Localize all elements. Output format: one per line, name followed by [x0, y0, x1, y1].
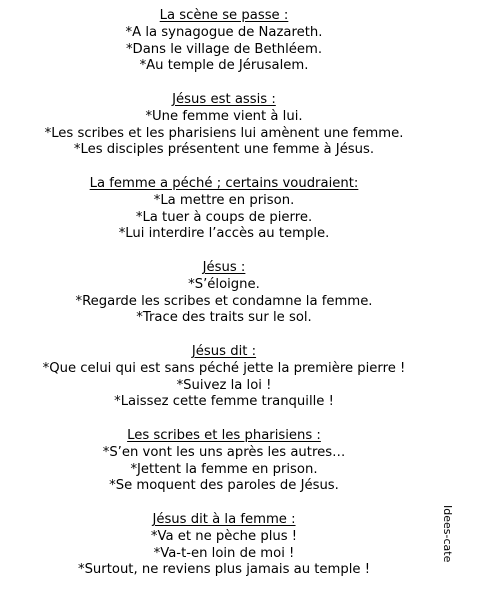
- section-heading: La femme a péché ; certains voudraient:: [89, 175, 359, 191]
- answer-option: *Les disciples présentent une femme à Jésus.: [73, 142, 375, 158]
- answer-option: *Dans le village de Bethléem.: [125, 41, 323, 57]
- section-scribes-pharisiens: [0, 428, 448, 495]
- section-femme-peche: [0, 176, 448, 243]
- section-heading: Jésus dit :: [191, 343, 257, 359]
- answer-option: *Une femme vient à lui.: [145, 108, 303, 124]
- answer-option: *Va et ne pèche plus !: [150, 528, 298, 544]
- section-scene: [0, 8, 448, 75]
- answer-option: *Les scribes et les pharisiens lui amènent une femme.: [44, 125, 404, 141]
- answer-option: *Trace des traits sur le sol.: [136, 310, 312, 326]
- section-jesus-dit: [0, 344, 448, 411]
- section-heading: La scène se passe :: [159, 8, 289, 23]
- answer-option: *Lui interdire l’accès au temple.: [118, 226, 330, 242]
- answer-option: *Jettent la femme en prison.: [130, 461, 318, 477]
- section-heading: Jésus :: [202, 259, 246, 275]
- section-heading: Jésus est assis :: [172, 91, 276, 107]
- answer-option: *Suivez la loi !: [176, 377, 272, 393]
- answer-option: *Surtout, ne reviens plus jamais au temple !: [77, 562, 371, 578]
- answer-option: *Regarde les scribes et condamne la femme.: [75, 293, 373, 309]
- answer-option: *S’en vont les uns après les autres…: [102, 444, 346, 460]
- section-jesus: [0, 260, 448, 327]
- section-jesus-assis: [0, 92, 448, 159]
- answer-option: *Se moquent des paroles de Jésus.: [109, 478, 339, 494]
- answer-option: *Laissez cette femme tranquille !: [114, 394, 334, 410]
- answer-option: *La mettre en prison.: [153, 192, 295, 208]
- answer-option: *A la synagogue de Nazareth.: [125, 24, 323, 40]
- answer-option: *Que celui qui est sans péché jette la première pierre !: [42, 360, 406, 376]
- watermark: Idees-cate: [441, 505, 454, 563]
- document-body: [0, 8, 448, 579]
- answer-option: *Au temple de Jérusalem.: [139, 58, 309, 74]
- answer-option: *S’éloigne.: [188, 276, 260, 292]
- section-jesus-dit-femme: [0, 512, 448, 579]
- answer-option: *La tuer à coups de pierre.: [135, 209, 313, 225]
- section-heading: Jésus dit à la femme :: [152, 511, 296, 527]
- section-heading: Les scribes et les pharisiens :: [127, 427, 321, 443]
- answer-option: *Va-t-en loin de moi !: [153, 545, 295, 561]
